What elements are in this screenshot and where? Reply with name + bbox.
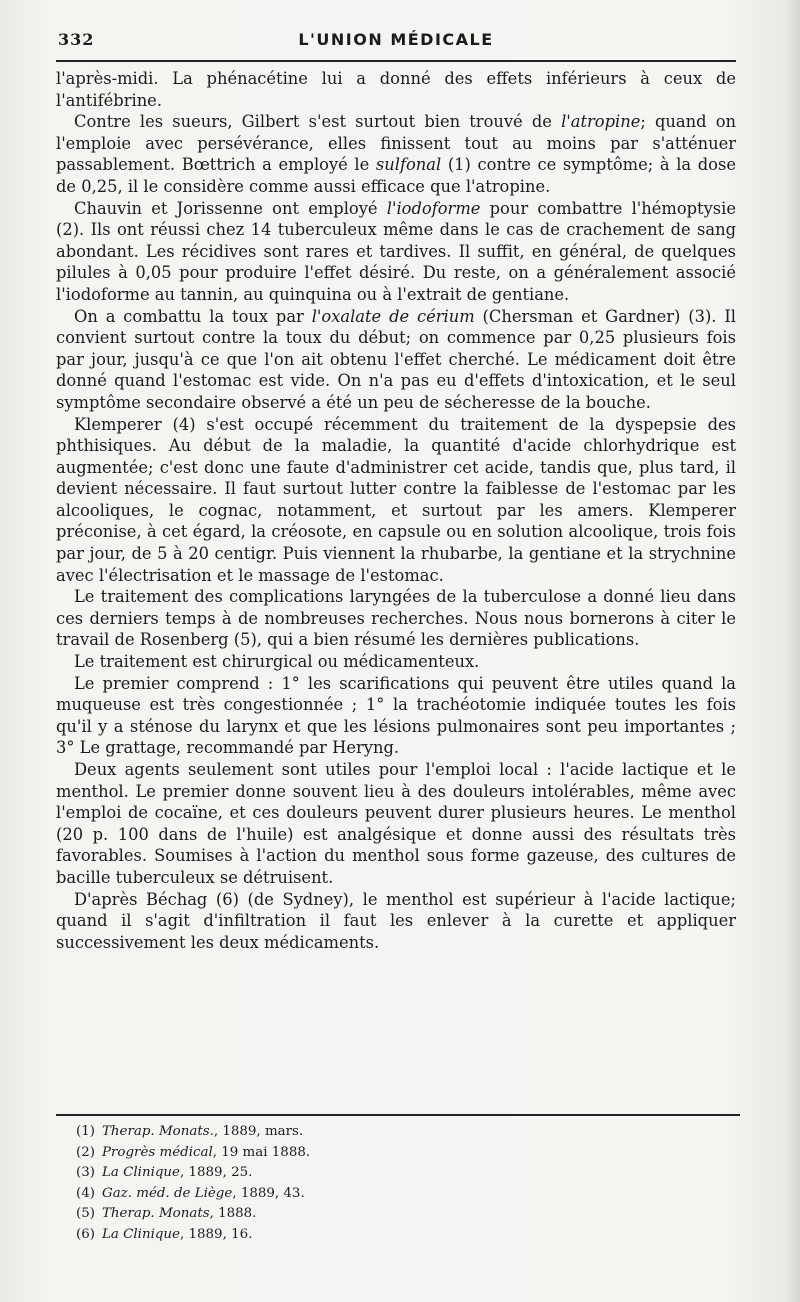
paragraph: [56, 889, 736, 954]
footnote-source: La Clinique: [102, 1226, 180, 1242]
footnote-detail: , 1888.: [209, 1206, 257, 1222]
page-number: 332: [58, 30, 95, 49]
footnotes: [76, 1122, 676, 1246]
footnote: [76, 1143, 676, 1164]
footnote-source: Progrès médical: [102, 1144, 213, 1160]
footnote-source: Therap. Monats: [102, 1206, 210, 1222]
text-run: ; quand on l'emploie avec persévérance, elles finissent tout au moins par s'atténuer passablement. Bœttrich a employé le: [56, 112, 736, 175]
italic-term: sulfonal: [375, 155, 442, 175]
footnote-number: (2): [76, 1144, 95, 1160]
text-run: Le traitement est chirurgical ou médicamenteux.: [74, 652, 480, 672]
footnote-number: (4): [76, 1185, 95, 1201]
text-run: l'après-midi. La phénacétine lui a donné des effets inférieurs à ceux de l'antifébrine.: [56, 69, 736, 110]
header-rule: [56, 60, 736, 62]
footnote-number: (6): [76, 1226, 95, 1242]
paragraph: [56, 111, 736, 197]
footnote-detail: , 1889, 43.: [232, 1185, 305, 1201]
text-run: Contre les sueurs, Gilbert s'est surtout bien trouvé de: [74, 112, 562, 132]
body-text: [56, 68, 736, 953]
text-run: pour combattre l'hémoptysie (2). Ils ont réussi chez 14 tuberculeux même dans le cas de crachement de sang abondant. Les récidives sont rares et tardives. Il suffit, en général, de quelques pilules à 0,05 pour produire l'effet désiré. Du reste, on a généralement associé l'iodoforme au tannin, au quinquina ou à l'extrait de gentiane.: [56, 198, 736, 304]
paragraph: [56, 198, 736, 306]
footnote-number: (5): [76, 1206, 95, 1222]
footnote-detail: , 19 mai 1888.: [212, 1144, 311, 1160]
italic-term: l'iodoforme: [386, 198, 481, 218]
text-run: Le premier comprend : 1° les scarifications qui peuvent être utiles quand la muqueuse est très congestionnée ; 1° la trachéotomie indiquée toutes les fois qu'il y a sténose du larynx et que les lésions pulmonaires sont peu importantes ; 3° Le grattage, recommandé par Heryng.: [56, 673, 736, 758]
text-run: Deux agents seulement sont utiles pour l'emploi local : l'acide lactique et le menthol. Le premier donne souvent lieu à des douleurs intolérables, même avec l'emploi de cocaïne, et ces douleurs peuvent durer plusieurs heures. Le menthol (20 p. 100 dans de l'huile) est analgésique et donne aussi des résultats très favorables. Soumises à l'action du menthol sous forme gazeuse, des cultures de bacille tuberculeux se détruisent.: [56, 760, 736, 887]
paragraph: [56, 414, 736, 587]
paragraph: [56, 586, 736, 651]
text-run: Chauvin et Jorissenne ont employé: [74, 198, 387, 218]
text-run: (Chersman et Gardner) (3). Il convient surtout contre la toux du début; on commence par 0,25 plusieurs fois par jour, jusqu'à ce que l'on ait obtenu l'effet cherché. Le médicament doit être donné quand l'estomac est vide. On n'a pas eu d'effets d'intoxication, et le seul symptôme secondaire observé a été un peu de sécheresse de la bouche.: [56, 306, 736, 412]
text-run: (1) contre ce symptôme; à la dose de 0,25, il le considère comme aussi efficace que l'atropine.: [56, 155, 736, 196]
text-run: Klemperer (4) s'est occupé récemment du traitement de la dyspepsie des phthisiques. Au début de la maladie, la quantité d'acide chlorhydrique est augmentée; c'est donc une faute d'administrer cet acide, tandis que, plus tard, il devient nécessaire. Il faut surtout lutter contre la faiblesse de l'estomac par les alcooliques, le cognac, notamment, et surtout par les amers. Klemperer préconise, à cet égard, la créosote, en capsule ou en solution alcoolique, trois fois par jour, de 5 à 20 centigr. Puis viennent la rhubarbe, la gentiane et la strychnine avec l'électrisation et le massage de l'estomac.: [56, 414, 736, 585]
paragraph: [56, 306, 736, 414]
footnote-number: (3): [76, 1165, 95, 1181]
footnote-source: Gaz. méd. de Liège: [102, 1185, 233, 1201]
paragraph: [56, 673, 736, 759]
italic-term: l'atropine: [561, 112, 641, 132]
footnote: [76, 1225, 676, 1246]
footnote: [76, 1163, 676, 1184]
paragraph: [56, 651, 736, 673]
footnote-source: La Clinique: [102, 1165, 180, 1181]
footnote-detail: , 1889, 16.: [179, 1226, 253, 1242]
scan-edge-shadow: [786, 0, 800, 1302]
footnote: [76, 1122, 676, 1143]
footnote-detail: , 1889, 25.: [179, 1165, 253, 1181]
footnote-number: (1): [76, 1124, 95, 1139]
running-title: L'UNION MÉDICALE: [298, 30, 494, 49]
paragraph: [56, 68, 736, 111]
footnote-source: Therap. Monats.: [102, 1124, 214, 1139]
footnote: [76, 1204, 676, 1225]
text-run: D'après Béchag (6) (de Sydney), le menthol est supérieur à l'acide lactique; quand il s'agit d'infiltration il faut les enlever à la curette et appliquer successivement les deux médicaments.: [56, 889, 736, 952]
footnote-rule: [56, 1114, 740, 1116]
paragraph: [56, 759, 736, 889]
text-run: Le traitement des complications laryngées de la tuberculose a donné lieu dans ces derniers temps à de nombreuses recherches. Nous nous bornerons à citer le travail de Rosenberg (5), qui a bien résumé les dernières publications.: [56, 587, 736, 650]
page-header: [56, 22, 736, 52]
text-run: On a combattu la toux par: [74, 306, 312, 326]
footnote-detail: , 1889, mars.: [213, 1124, 304, 1139]
footnote: [76, 1184, 676, 1205]
italic-term: l'oxalate de cérium: [311, 306, 475, 326]
